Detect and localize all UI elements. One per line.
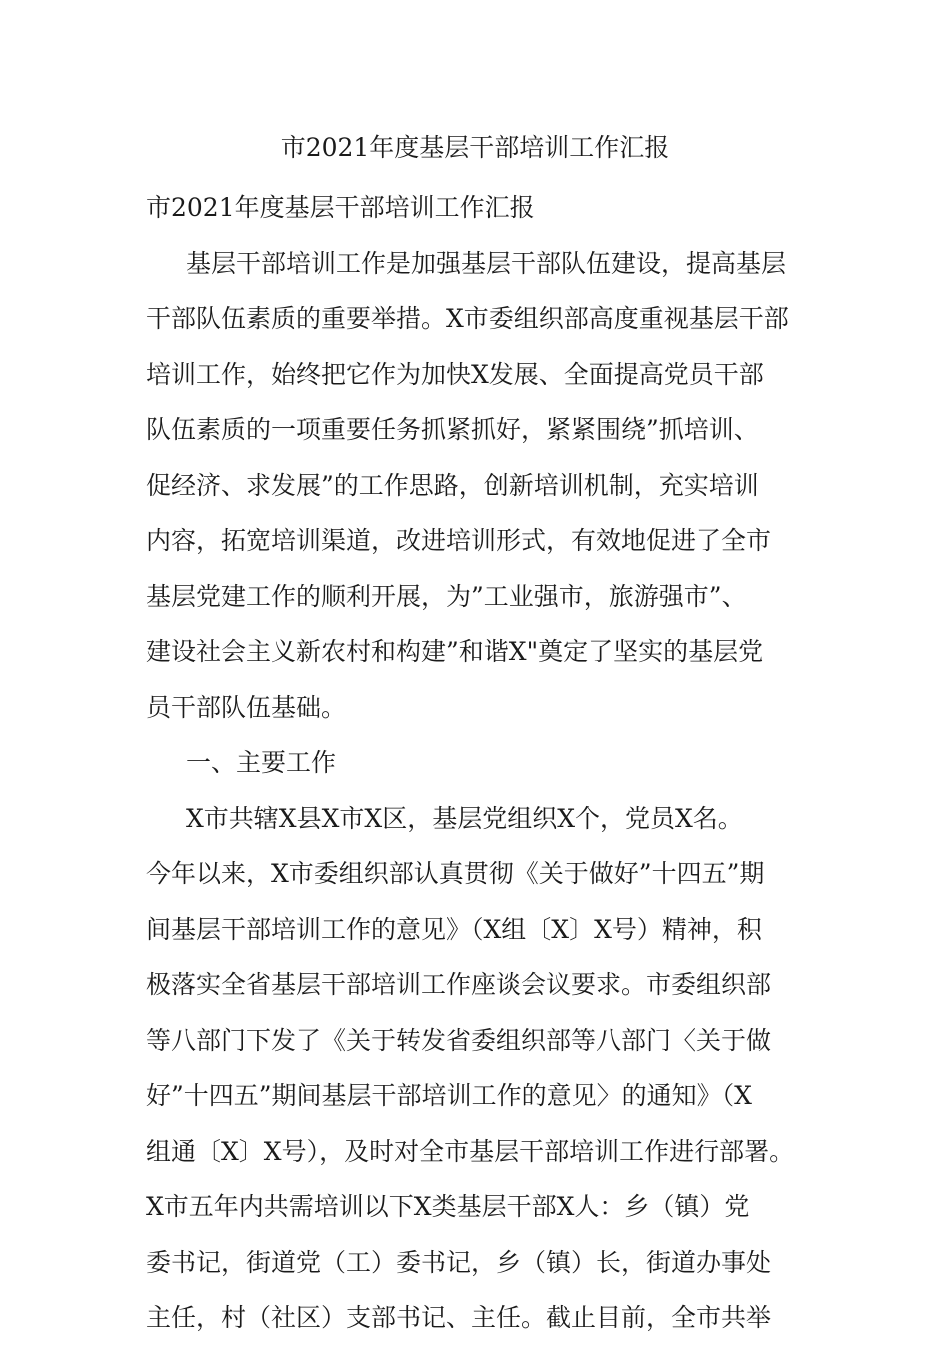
body-line: 队伍素质的一项重要任务抓紧抓好，紧紧围绕”抓培训、 (146, 415, 759, 444)
document-body (146, 180, 826, 1346)
body-line: 主任，村（社区）支部书记、主任。截止目前，全市共举 (146, 1303, 772, 1332)
body-line: 等八部门下发了《关于转发省委组织部等八部门〈关于做 (146, 1025, 772, 1055)
body-line: X市共辖X县X市X区，基层党组织X个，党员X名。 (186, 803, 743, 833)
body-line: 员干部队伍基础。 (146, 692, 347, 722)
body-line: 极落实全省基层干部培训工作座谈会议要求。市委组织部 (146, 970, 772, 999)
body-line: 基层干部培训工作是加强基层干部队伍建设，提高基层 (186, 248, 787, 278)
body-line: 委书记，街道党（工）委书记，乡（镇）长，街道办事处 (146, 1247, 772, 1277)
body-line: 建设社会主义新农村和构建”和谐X"奠定了坚实的基层党 (146, 637, 764, 666)
body-line: 间基层干部培训工作的意见》（X组〔X〕X号）精神，积 (146, 914, 762, 944)
body-line: 组通〔X〕X号），及时对全市基层干部培训工作进行部署。 (146, 1136, 795, 1166)
body-line: 内容，拓宽培训渠道，改进培训形式，有效地促进了全市 (146, 526, 772, 555)
section-heading: 一、主要工作 (186, 748, 337, 777)
body-line: 干部队伍素质的重要举措。X市委组织部高度重视基层干部 (146, 304, 789, 333)
body-line: 好”十四五”期间基层干部培训工作的意见〉的通知》（X (146, 1081, 752, 1110)
body-line: 促经济、求发展”的工作思路，创新培训机制，充实培训 (146, 470, 759, 500)
body-line: 今年以来，X市委组织部认真贯彻《关于做好”十四五”期 (146, 859, 765, 888)
body-line: X市五年内共需培训以下X类基层干部X人：乡（镇）党 (146, 1192, 750, 1221)
body-line: 市2021年度基层干部培训工作汇报 (146, 193, 535, 222)
document-title: 市2021年度基层干部培训工作汇报 (280, 133, 670, 162)
body-line: 基层党建工作的顺利开展，为”工业强市，旅游强市”、 (146, 581, 747, 611)
body-line: 培训工作，始终把它作为加快X发展、全面提高党员干部 (146, 359, 764, 389)
